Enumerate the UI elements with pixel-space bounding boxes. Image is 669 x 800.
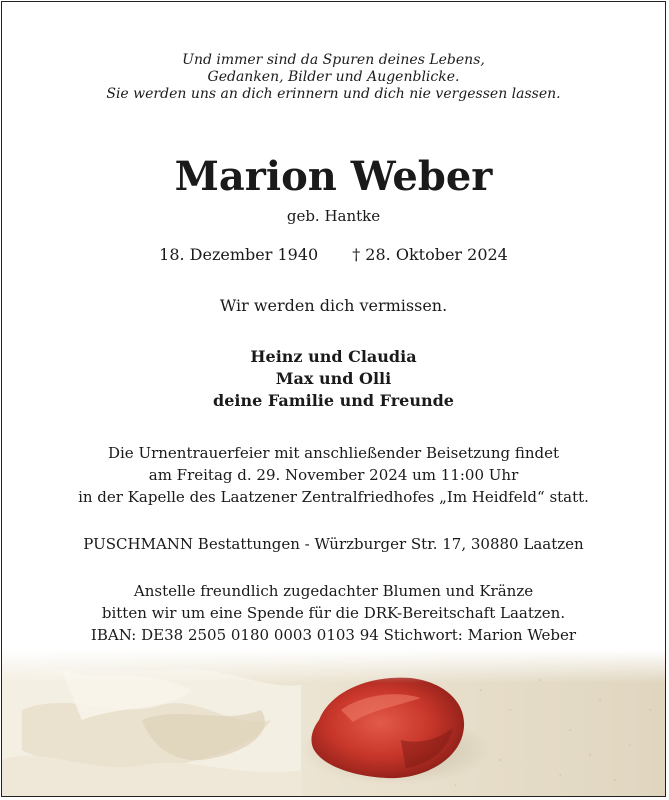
poem-line-1: Und immer sind da Spuren deines Lebens, [182, 52, 485, 68]
mourner-line-2: Max und Olli [275, 369, 392, 388]
life-dates [2, 245, 665, 265]
birth-date: 18. Dezember 1940 [159, 245, 319, 264]
poem-line-2: Gedanken, Bilder und Augenblicke. [207, 69, 460, 85]
poem-line-3: Sie werden uns an dich erinnern und dich nie vergessen lassen. [106, 86, 561, 102]
donation-line-2: bitten wir um eine Spende für die DRK-Bereitschaft Laatzen. [101, 604, 566, 622]
death-date: † 28. Oktober 2024 [352, 245, 508, 264]
deceased-name: Marion Weber [174, 153, 493, 200]
farewell-message: Wir werden dich vermissen. [219, 296, 448, 315]
service-line-1: Die Urnentrauerfeier mit anschließender Beisetzung findet [107, 444, 560, 462]
donation-request [2, 580, 665, 646]
service-line-2: am Freitag d. 29. November 2024 um 11:00 Uhr [148, 466, 519, 484]
donation-line-1: Anstelle freundlich zugedachter Blumen und Kränze [133, 582, 534, 600]
service-details [2, 442, 665, 508]
donation-line-3: IBAN: DE38 2505 0180 0003 0103 94 Stichwort: Marion Weber [90, 626, 577, 644]
rose-petal-illustration [2, 650, 665, 797]
obituary-notice [1, 1, 666, 797]
service-line-3: in der Kapelle des Laatzener Zentralfriedhofes „Im Heidfeld“ statt. [78, 488, 589, 506]
mourner-line-1: Heinz und Claudia [250, 347, 417, 366]
mourner-line-3: deine Familie und Freunde [213, 391, 454, 410]
mourners-list [2, 346, 665, 412]
rose-petal-photo [2, 650, 665, 797]
funeral-home: PUSCHMANN Bestattungen - Würzburger Str. 17, 30880 Laatzen [83, 535, 584, 553]
memorial-poem [2, 52, 665, 103]
birth-name: geb. Hantke [286, 207, 381, 225]
